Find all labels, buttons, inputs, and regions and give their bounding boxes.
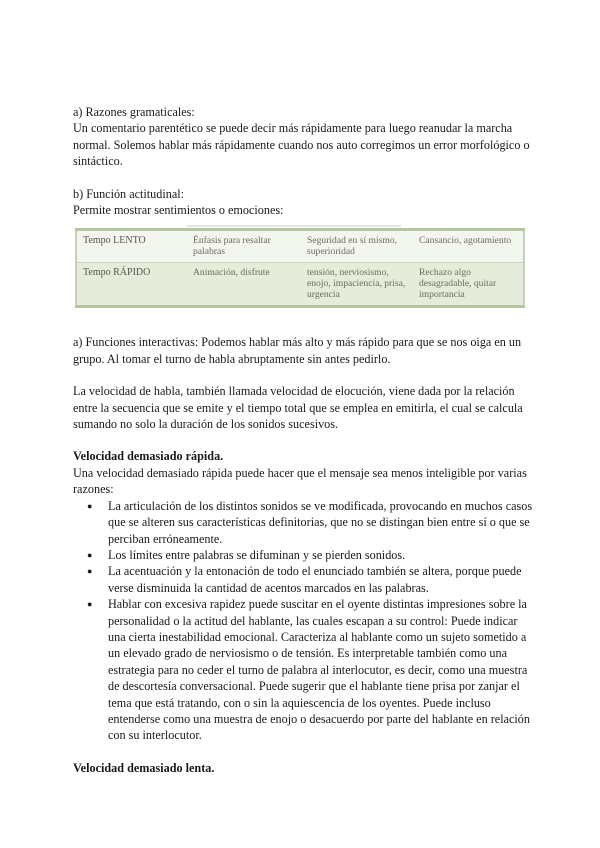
table-row <box>76 230 524 263</box>
fast-speed-intro: Una velocidad demasiado rápida puede hacer que el mensaje sea menos inteligible por varias razones: <box>73 465 527 497</box>
table-cell-label: Tempo RÁPIDO <box>76 263 187 307</box>
section-c-body: a) Funciones interactivas: Podemos hablar más alto y más rápido para que se nos oiga en un grupo. Al tomar el turno de habla abruptamente sin antes pedirlo. <box>73 335 522 366</box>
table-cell: Seguridad en sí mismo, superioridad <box>301 230 413 263</box>
table-cell: Énfasis para resaltar palabras <box>187 230 301 263</box>
fast-speed-heading: Velocidad demasiado rápida. <box>73 449 224 464</box>
table-cell: tensión, nerviosismo, enojo, impaciencia, prisa, urgencia <box>301 263 413 307</box>
list-item: ● La acentuación y la entonación de todo el enunciado también se altera, porque puede verse disminuida la cantidad de acentos marcados en las palabras. <box>87 564 522 595</box>
bullet-icon: ● <box>87 566 93 577</box>
list-item: ● La articulación de los distintos sonidos se ve modificada, provocando en muchos casos que se alteren sus características definitorias, que no se distingan bien entre sí o que se perciban erróneamente. <box>87 498 533 546</box>
attitude-table-figure <box>75 228 525 308</box>
section-b-body: Permite mostrar sentimientos o emociones: <box>73 203 284 218</box>
slow-speed-heading: Velocidad demasiado lenta. <box>73 760 215 775</box>
document-body <box>73 104 533 776</box>
list-item: ● Hablar con excesiva rapidez puede suscitar en el oyente distintas impresiones sobre la personalidad o la actitud del hablante, las cuales escapan a su control: Puede indicar una cierta inestabilidad emocional. Caracteriza al hablante como un sujeto sometido a un elevado grado de nerviosismo o de tensión. Es interpretable también como una estrategia para no ceder el turno de palabra al interlocutor, es decir, como una muestra de descortesía conversacional. Puede sugerir que el hablante tiene prisa por zanjar el tema que está tratando, con o sin la aquiescencia de los oyentes. Puede incluso entenderse como una muestra de enojo o desacuerdo por parte del hablante en relación con su interlocutor. <box>87 597 530 743</box>
table-cell-label: Tempo LENTO <box>76 230 187 263</box>
table-cell: Cansancio, agotamiento <box>413 230 524 263</box>
table-row <box>76 263 524 307</box>
bullet-icon: ● <box>87 500 93 511</box>
attitude-table <box>75 228 525 308</box>
bullet-icon: ● <box>87 549 93 560</box>
section-b-title: b) Función actitudinal: <box>73 186 185 201</box>
list-item: ● Los límites entre palabras se difuminan y se pierden sonidos. <box>87 547 406 562</box>
section-a-body: Un comentario parentético se puede decir más rápidamente para luego reanudar la marcha normal. Solemos hablar más rápidamente cuando nos auto corregimos un error morfológico o sintáctico. <box>73 121 530 169</box>
bullet-icon: ● <box>87 599 93 610</box>
fast-speed-bullet-list <box>73 498 533 744</box>
table-cell: Rechazo algo desagradable, quitar importancia <box>413 263 524 307</box>
definition-paragraph: La velocidad de habla, también llamada velocidad de elocución, viene dada por la relación entre la secuencia que se emite y el tiempo total que se emplea en emitirla, el cual se calcula sumando no solo la duración de los sonidos sucesivos. <box>73 384 523 432</box>
table-cell: Animación, disfrute <box>187 263 301 307</box>
section-a-title: a) Razones gramaticales: <box>73 105 195 119</box>
